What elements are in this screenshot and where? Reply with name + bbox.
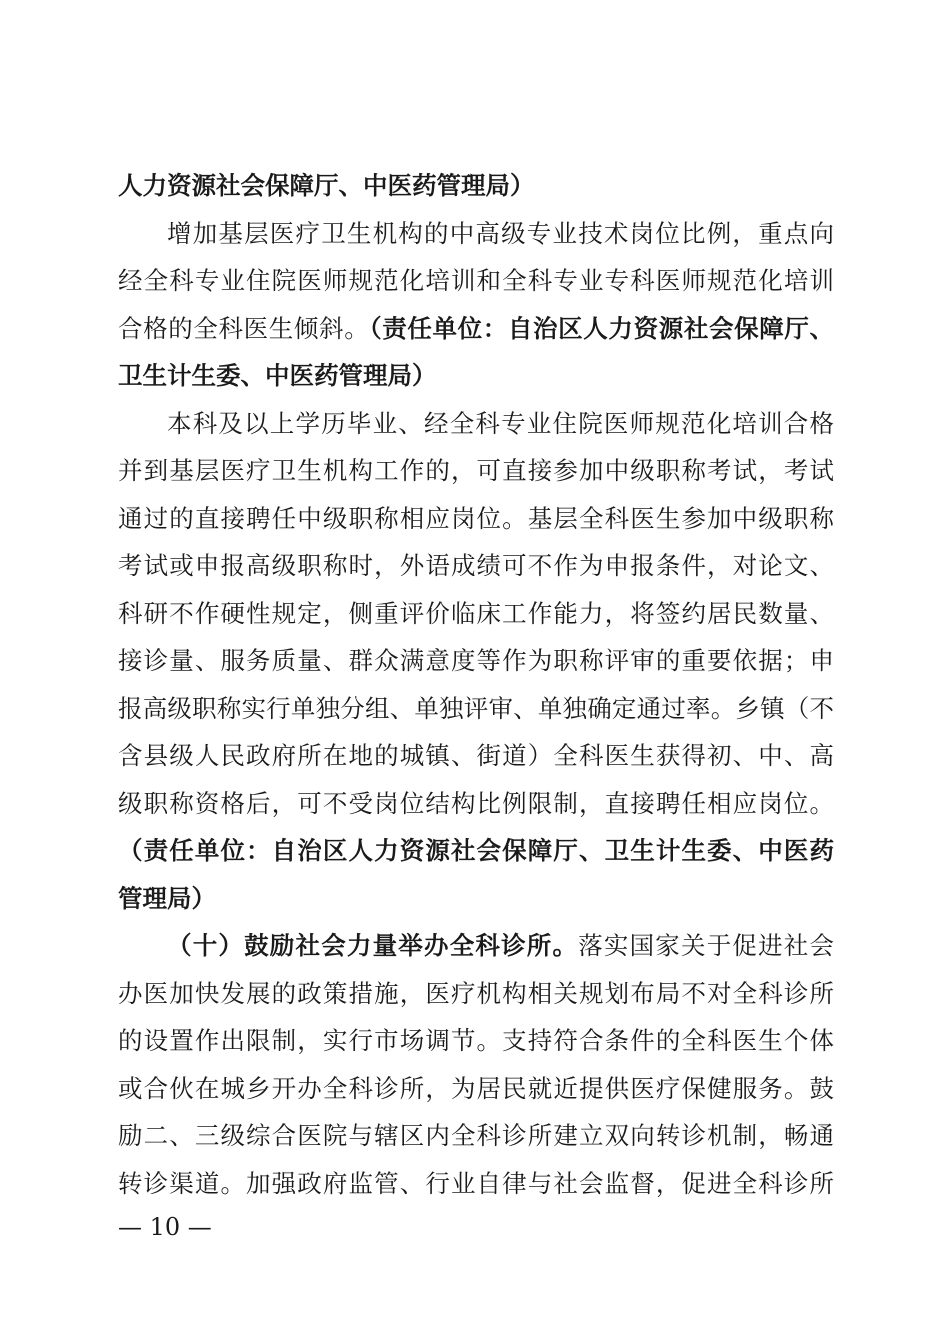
responsibility-note: 管理局） bbox=[118, 883, 216, 913]
text-line: 办医加快发展的政策措施，医疗机构相关规划布局不对全科诊所 bbox=[118, 978, 834, 1008]
text-line: 本科及以上学历毕业、经全科专业住院医师规范化培训合格 bbox=[167, 408, 834, 438]
text-line: 卫生计生委、中医药管理局） bbox=[118, 361, 437, 390]
text-line: 考试或申报高级职称时，外语成绩可不作为申报条件，对论文、 bbox=[118, 551, 834, 580]
document-body bbox=[118, 162, 834, 1207]
text-line: 经全科专业住院医师规范化培训和全科专业专科医师规范化培训 bbox=[118, 266, 834, 295]
text-line: 增加基层医疗卫生机构的中高级专业技术岗位比例，重点向 bbox=[167, 218, 834, 248]
page-number: — 10 — bbox=[118, 1213, 212, 1241]
text-line: 励二、三级综合医院与辖区内全科诊所建立双向转诊机制，畅通 bbox=[118, 1121, 834, 1150]
text-line: 转诊渠道。加强政府监管、行业自律与社会监督，促进全科诊所 bbox=[118, 1168, 834, 1198]
text-line: 含县级人民政府所在地的城镇、街道）全科医生获得初、中、高 bbox=[118, 741, 834, 770]
text-line: 或合伙在城乡开办全科诊所，为居民就近提供医疗保健服务。鼓 bbox=[118, 1073, 834, 1103]
text-line: 科研不作硬性规定，侧重评价临床工作能力，将签约居民数量、 bbox=[118, 598, 834, 628]
text-segment: 合格的全科医生倾斜。 bbox=[118, 313, 370, 343]
section-heading: （十）鼓励社会力量举办全科诊所。 bbox=[167, 931, 579, 960]
text-line bbox=[118, 922, 834, 970]
text-line bbox=[118, 305, 834, 353]
text-line: 并到基层医疗卫生机构工作的，可直接参加中级职称考试，考试 bbox=[118, 456, 834, 485]
text-line: 报高级职称实行单独分组、单独评审、单独确定通过率。乡镇（不 bbox=[118, 693, 834, 723]
responsibility-note: （责任单位：自治区人力资源社会保障厅、 bbox=[369, 313, 835, 343]
text-line: 通过的直接聘任中级职称相应岗位。基层全科医生参加中级职称 bbox=[118, 503, 834, 533]
text-line: 级职称资格后，可不受岗位结构比例限制，直接聘任相应岗位。 bbox=[118, 788, 834, 818]
text-line: 接诊量、服务质量、群众满意度等作为职称评审的重要依据；申 bbox=[118, 646, 834, 675]
text-line: 人力资源社会保障厅、中医药管理局） bbox=[118, 171, 535, 200]
responsibility-note: （责任单位：自治区人力资源社会保障厅、卫生计生委、中医药 bbox=[118, 836, 834, 865]
text-line: 的设置作出限制，实行市场调节。支持符合条件的全科医生个体 bbox=[118, 1026, 834, 1055]
text-segment: 落实国家关于促进社会 bbox=[578, 931, 835, 960]
